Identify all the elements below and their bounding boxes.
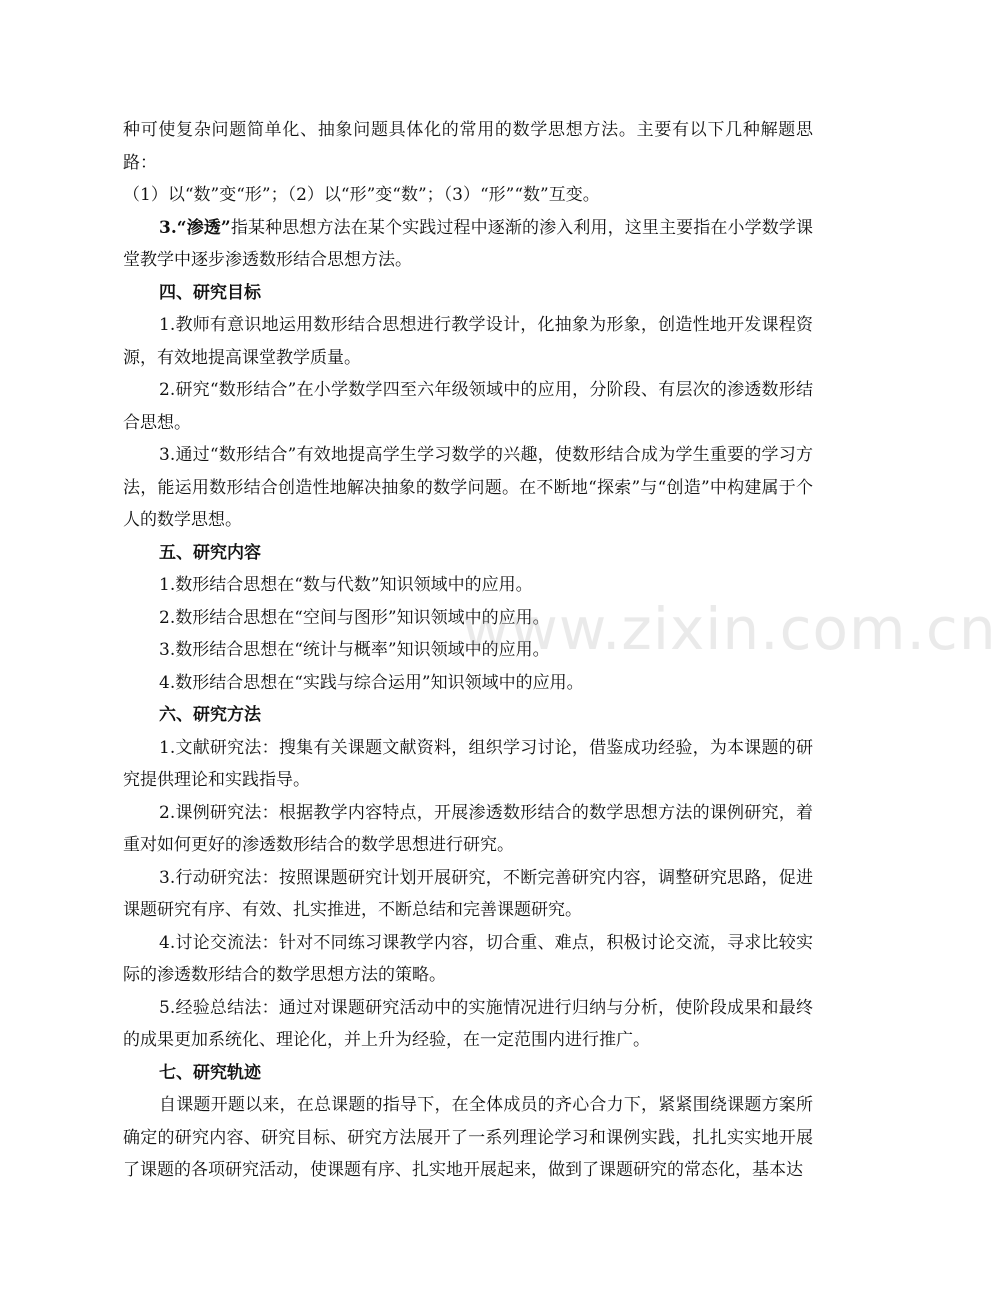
watermark: www.zixin.com.cn (462, 595, 997, 663)
method-item: 4.讨论交流法：针对不同练习课教学内容，切合重、难点，积极讨论交流，寻求比较实际的渗透数形结合的数学思想方法的策略。 (123, 932, 813, 985)
definition-3 (123, 212, 813, 277)
section-heading-methods: 六、研究方法 (159, 705, 261, 725)
method-item: 3.行动研究法：按照课题研究计划开展研究，不断完善研究内容，调整研究思路，促进课题研究有序、有效、扎实推进，不断总结和完善课题研究。 (123, 867, 813, 920)
goal-item: 2.研究“数形结合”在小学数学四至六年级领域中的应用，分阶段、有层次的渗透数形结合思想。 (123, 380, 813, 433)
document-page (123, 114, 813, 1187)
content-item: 4.数形结合思想在“实践与综合运用”知识领域中的应用。 (159, 672, 584, 693)
goal-item: 1.教师有意识地运用数形结合思想进行教学设计，化抽象为形象，创造性地开发课程资源，有效地提高课堂教学质量。 (123, 315, 813, 368)
method-item: 1.文献研究法：搜集有关课题文献资料，组织学习讨论，借鉴成功经验，为本课题的研究提供理论和实践指导。 (123, 737, 813, 790)
definition-3-text: 指某种思想方法在某个实践过程中逐渐的渗入利用，这里主要指在小学数学课堂教学中逐步渗透数形结合思想方法。 (123, 217, 813, 270)
content-item: 1.数形结合思想在“数与代数”知识领域中的应用。 (159, 575, 533, 595)
trajectory-paragraph: 自课题开题以来，在总课题的指导下，在全体成员的齐心合力下，紧紧围绕课题方案所确定的研究内容、研究目标、研究方法展开了一系列理论学习和课例实践，扎扎实实地开展了课题的各项研究活动，使课题有序、扎实地开展起来，做到了课题研究的常态化，基本达 (123, 1095, 813, 1180)
intro-line-2: （1）以“数”变“形”；（2）以“形”变“数”；（3）“形”“数”互变。 (123, 185, 600, 205)
method-item: 2.课例研究法：根据教学内容特点，开展渗透数形结合的数学思想方法的课例研究，着重对如何更好的渗透数形结合的数学思想进行研究。 (123, 802, 813, 855)
content-item: 2.数形结合思想在“空间与图形”知识领域中的应用。 (159, 607, 550, 628)
intro-line-1: 种可使复杂问题简单化、抽象问题具体化的常用的数学思想方法。主要有以下几种解题思路： (123, 120, 813, 173)
content-item: 3.数形结合思想在“统计与概率”知识领域中的应用。 (159, 640, 550, 660)
section-heading-goals: 四、研究目标 (159, 282, 261, 303)
method-item: 5.经验总结法：通过对课题研究活动中的实施情况进行归纳与分析，使阶段成果和最终的成果更加系统化、理论化，并上升为经验，在一定范围内进行推广。 (123, 997, 813, 1050)
section-heading-trajectory: 七、研究轨迹 (159, 1062, 261, 1083)
goal-item: 3.通过“数形结合”有效地提高学生学习数学的兴趣，使数形结合成为学生重要的学习方法，能运用数形结合创造性地解决抽象的数学问题。在不断地“探索”与“创造”中构建属于个人的数学思想。 (123, 445, 813, 530)
definition-3-label: 3.“渗透” (159, 217, 231, 238)
section-heading-content: 五、研究内容 (159, 542, 261, 563)
